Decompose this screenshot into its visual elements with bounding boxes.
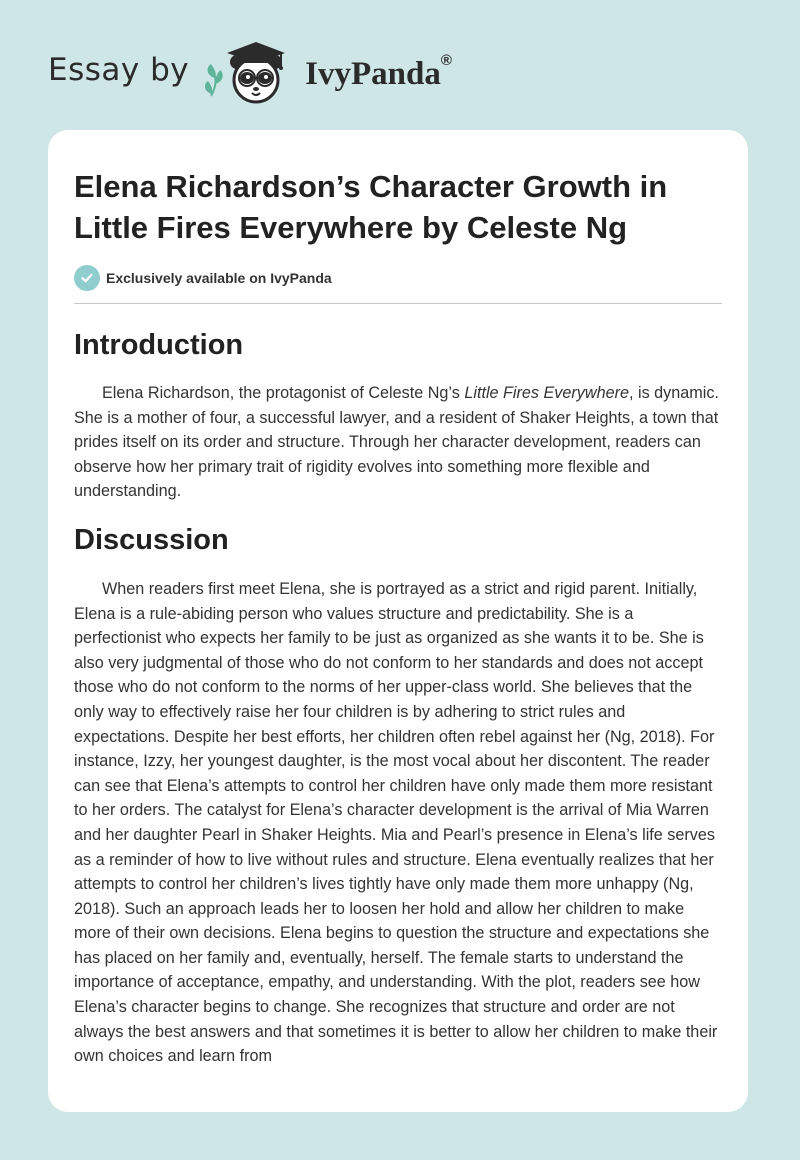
brand-name[interactable] bbox=[305, 51, 452, 93]
brand-prefix: Essay by bbox=[48, 52, 190, 88]
essay-card bbox=[48, 130, 748, 1112]
introduction-paragraph bbox=[74, 381, 722, 504]
introduction-text-start: Elena Richardson, the protagonist of Celeste Ng’s bbox=[102, 384, 465, 402]
discussion-heading: Discussion bbox=[74, 523, 229, 556]
book-title: Little Fires Everywhere bbox=[464, 384, 629, 402]
registered-mark: ® bbox=[440, 51, 452, 69]
ivy-leaf-icon bbox=[205, 64, 223, 96]
introduction-text-end: , is dynamic. She is a mother of four, a successful lawyer, and a resident of Shaker Heights, a town that prides itself on its order and structure. Through her character development, readers can observe how her primary trait of rigidity evolves into something more flexible and understanding. bbox=[74, 384, 719, 501]
site-header bbox=[48, 36, 452, 108]
essay-title: Elena Richardson’s Character Growth in Little Fires Everywhere by Celeste Ng bbox=[74, 169, 668, 245]
check-icon bbox=[74, 265, 100, 291]
discussion-paragraph: When readers first meet Elena, she is portrayed as a strict and rigid parent. Initially, Elena is a rule-abiding person who values structure and predictability. She is a perfectionist who expects her family to be just as organized as she wants it to be. She is also very judgmental of those who do not conform to her standards and does not accept those who do not conform to the norms of her upper-class world. She believes that the only way to effectively raise her four children is by adhering to strict rules and expectations. Despite her best efforts, her children often rebel against her (Ng, 2018). For instance, Izzy, her youngest daughter, is the most vocal about her discontent. The reader can see that Elena’s attempts to control her children have only made them more resistant to her orders. The catalyst for Elena’s character development is the arrival of Mia Warren and her daughter Pearl in Shaker Heights. Mia and Pearl’s presence in Elena’s life serves as a reminder of how to live without rules and structure. Elena eventually realizes that her attempts to control her children’s lives tightly have only made them more unhappy (Ng, 2018). Such an approach leads her to loosen her hold and allow her children to make more of their own decisions. Elena begins to question the structure and expectations she has placed on her family and, eventually, herself. The female starts to understand the importance of acceptance, empathy, and understanding. With the plot, readers see how Elena’s character begins to change. She recognizes that structure and order are not always the best answers and that sometimes it is better to allow her children to make their own choices and learn from bbox=[74, 579, 718, 1066]
panda-logo-icon[interactable] bbox=[203, 36, 303, 108]
introduction-heading: Introduction bbox=[74, 329, 244, 361]
exclusive-badge bbox=[74, 264, 722, 292]
brand-name-text: IvyPanda bbox=[305, 55, 441, 92]
exclusive-badge-label: Exclusively available on IvyPanda bbox=[106, 270, 332, 286]
title-divider bbox=[74, 303, 722, 304]
